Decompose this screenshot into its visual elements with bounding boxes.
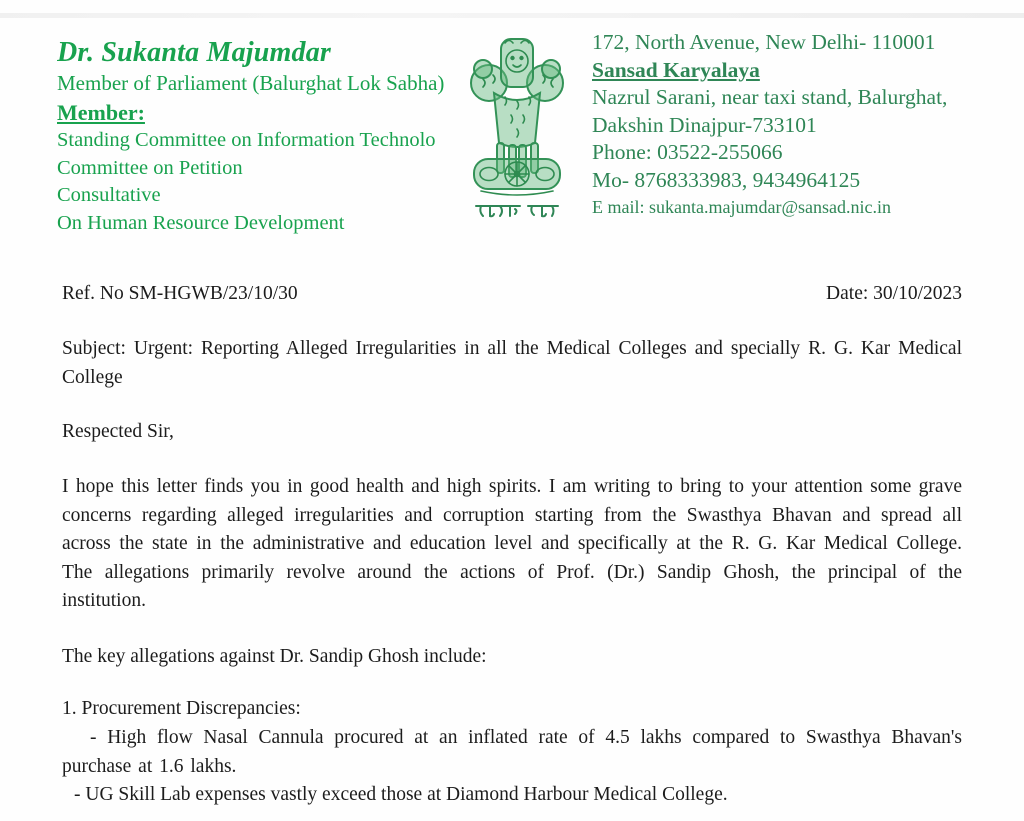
mp-role: Member of Parliament (Balurghat Lok Sabha) xyxy=(57,71,445,95)
lion-capital-icon xyxy=(461,31,573,201)
committee-line: Standing Committee on Information Technolo xyxy=(57,129,436,151)
subject-line: Subject: Urgent: Reporting Alleged Irregularities in all the Medical Colleges and specially R. G. Kar Medical College xyxy=(62,338,962,388)
address-district: Dakshin Dinajpur-733101 xyxy=(592,112,817,137)
committee-line: Committee on Petition xyxy=(57,156,243,179)
committee-line: Consultative xyxy=(57,184,161,206)
satyameva-jayate-motto-icon xyxy=(474,203,560,221)
office-name: Sansad Karyalaya xyxy=(592,57,760,82)
body-paragraph-2: The key allegations against Dr. Sandip Ghosh include: xyxy=(62,646,487,667)
mp-name: Dr. Sukanta Majumdar xyxy=(57,37,331,68)
committee-line: On Human Resource Development xyxy=(57,211,345,234)
member-heading: Member: xyxy=(57,100,145,125)
satyameva-jayate-motto-text xyxy=(461,221,462,222)
allegation-list-heading: 1. Procurement Discrepancies: xyxy=(62,698,301,719)
phone-number: Phone: 03522-255066 xyxy=(592,140,783,164)
address-delhi: 172, North Avenue, New Delhi- 110001 xyxy=(592,30,936,54)
salutation: Respected Sir, xyxy=(62,421,174,442)
allegation-item: - UG Skill Lab expenses vastly exceed those at Diamond Harbour Medical College. xyxy=(74,784,728,805)
allegation-item: - High flow Nasal Cannula procured at an inflated rate of 4.5 lakhs compared to Swasthya Bhavan's purchase at 1.6 lakhs. xyxy=(62,727,962,777)
email-address: E mail: sukanta.majumdar@sansad.nic.in xyxy=(592,197,892,217)
mobile-numbers: Mo- 8768333983, 9434964125 xyxy=(592,167,861,192)
body-paragraph-1: I hope this letter finds you in good health and high spirits. I am writing to bring to your attention some grave concerns regarding alleged irregularities and corruption starting from the Swasthya Bhavan and spread all across the state in the administrative and education level and specifically at the R. G. Kar Medical College. The allegations primarily revolve around the actions of Prof. (Dr.) Sandip Ghosh, the principal of the institution. xyxy=(62,476,962,611)
letter-body xyxy=(62,280,962,821)
letterhead-right xyxy=(592,29,1002,220)
scan-edge-artifact xyxy=(0,13,1024,18)
india-state-emblem-icon xyxy=(461,31,573,225)
letter-date: Date: 30/10/2023 xyxy=(826,283,962,304)
reference-number: Ref. No SM-HGWB/23/10/30 xyxy=(62,283,298,304)
address-balurghat: Nazrul Sarani, near taxi stand, Balurghat, xyxy=(592,85,948,109)
ref-date-row xyxy=(62,280,962,309)
letterhead-left xyxy=(57,36,461,237)
